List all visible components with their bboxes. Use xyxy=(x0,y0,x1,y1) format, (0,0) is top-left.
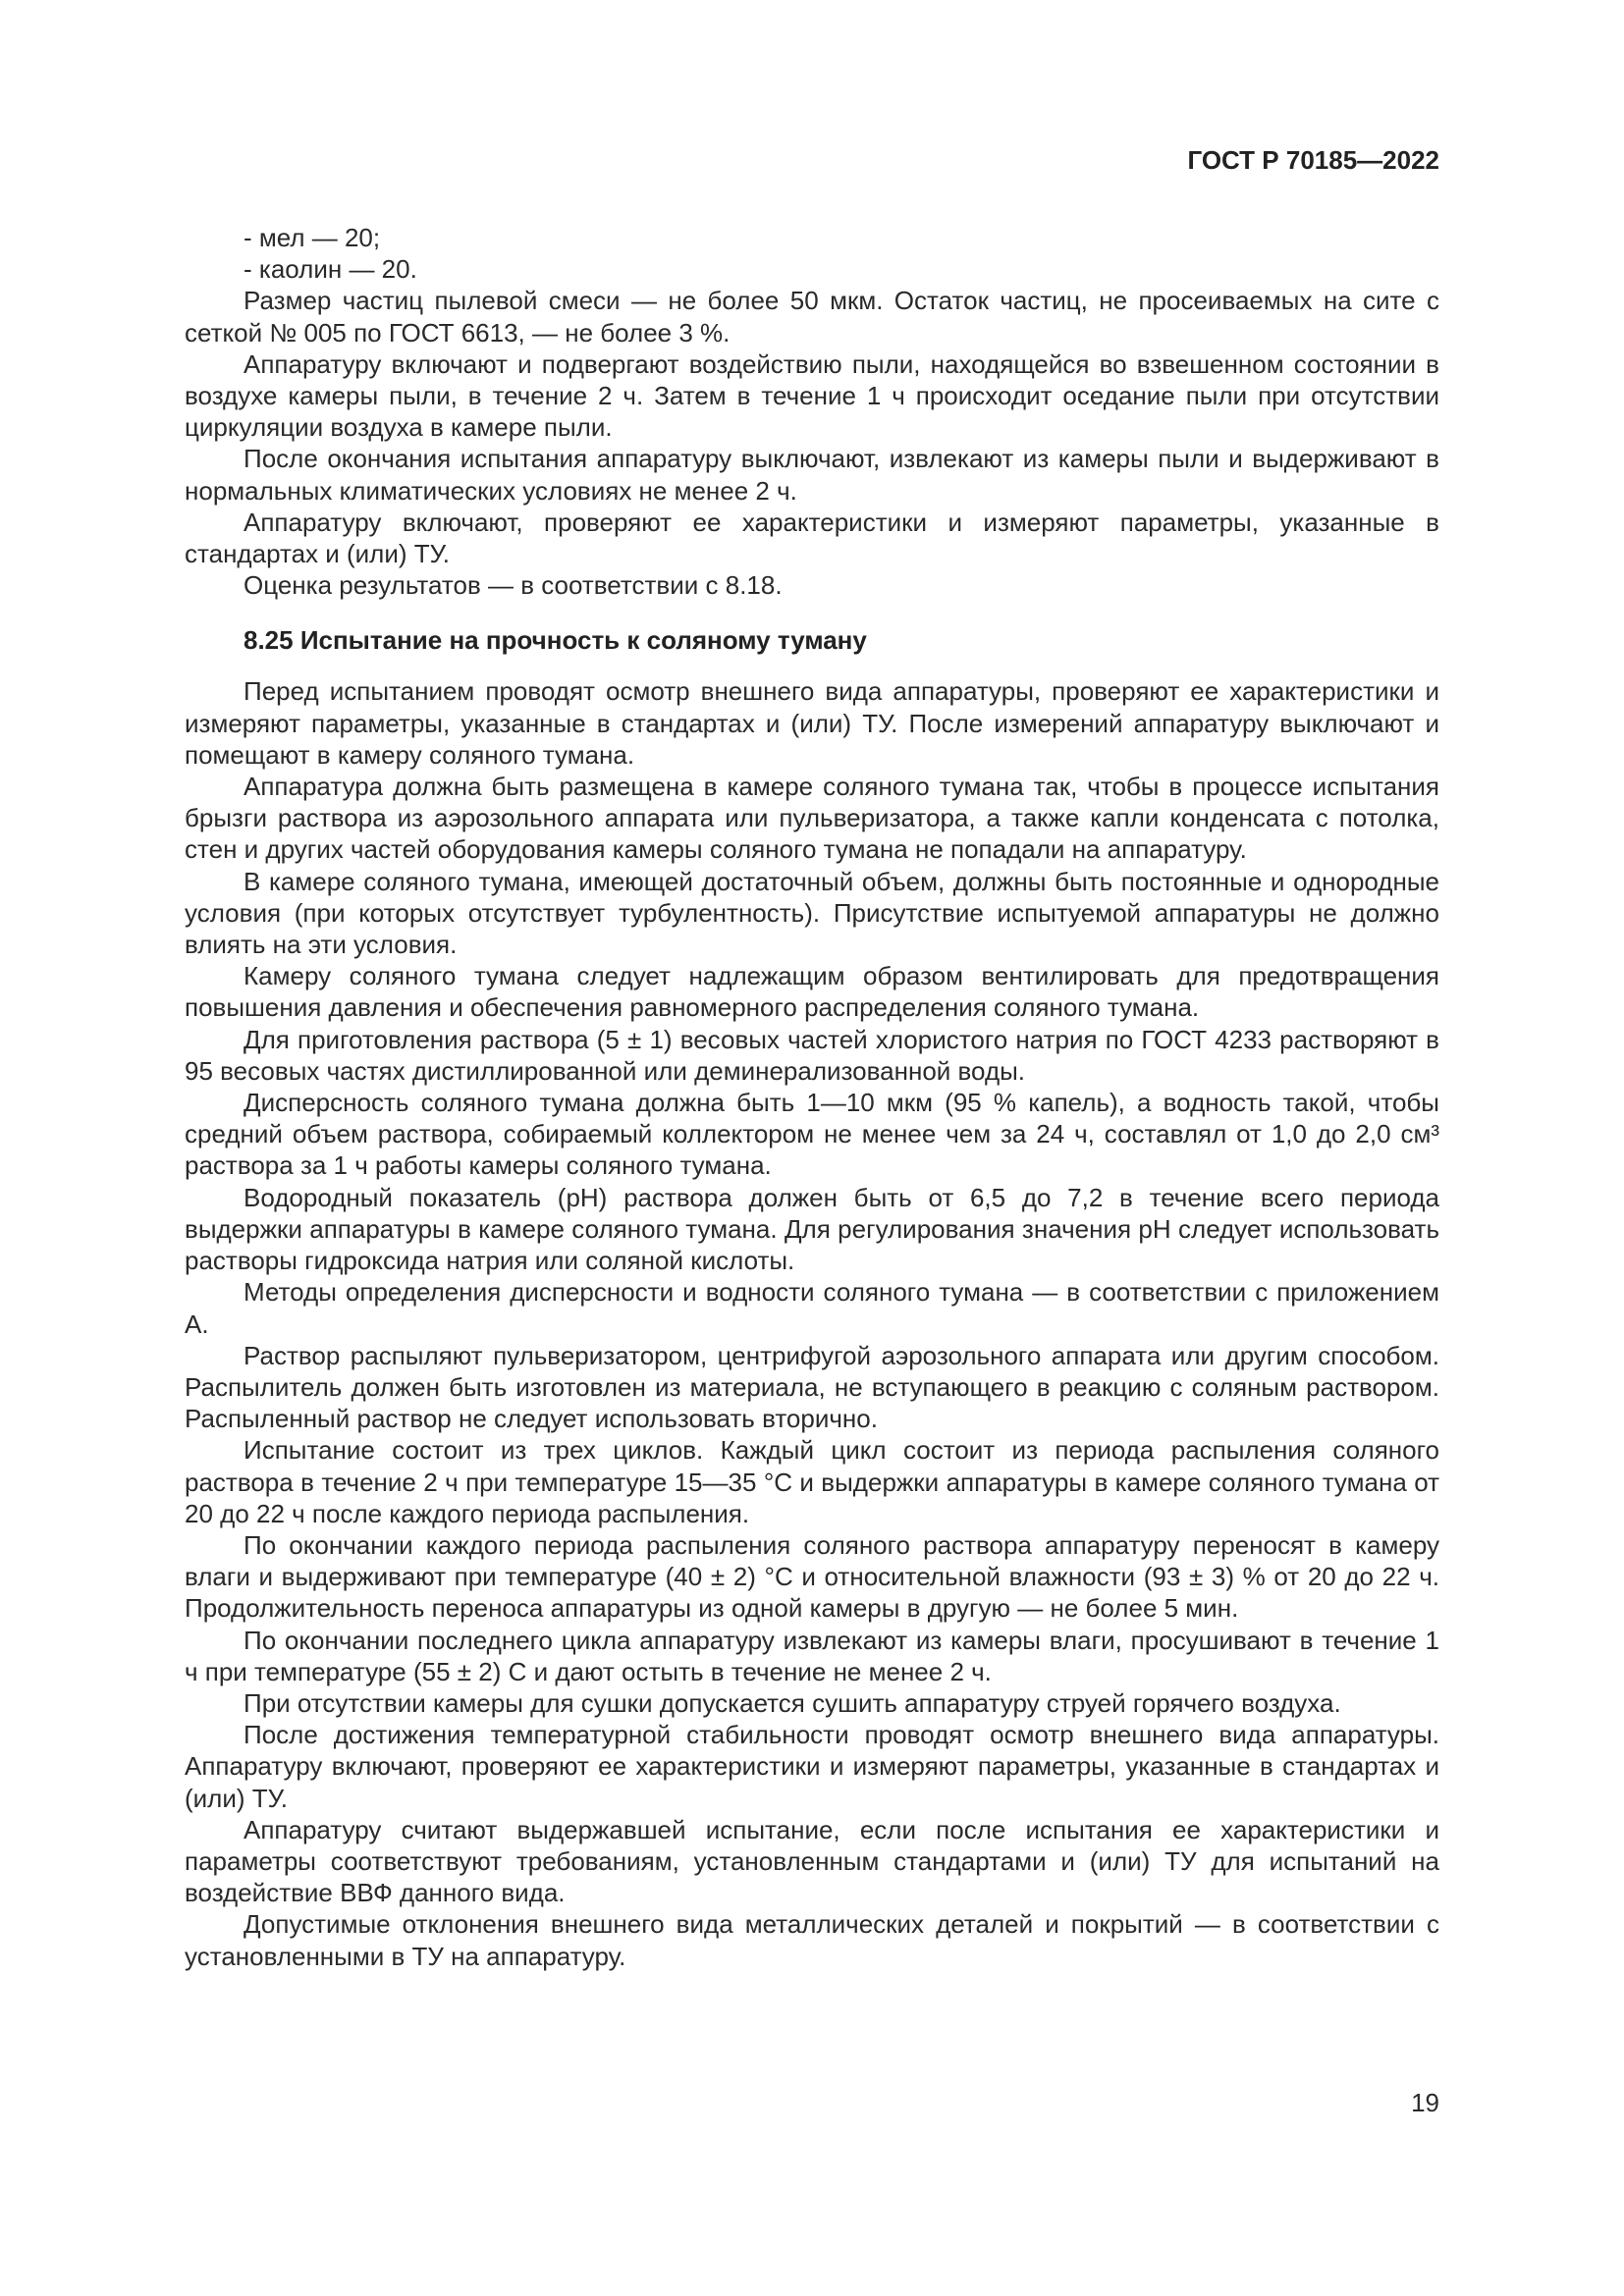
paragraph: Для приготовления раствора (5 ± 1) весовых частей хлористого натрия по ГОСТ 4233 растворяют в 95 весовых частях дистиллированной или деминерализованной воды. xyxy=(185,1024,1439,1086)
page-number: 19 xyxy=(1411,2088,1439,2117)
paragraph: Аппаратура должна быть размещена в камере соляного тумана так, чтобы в процессе испытания брызги раствора из аэрозольного аппарата или пульверизатора, а также капли конденсата с потолка, стен и других частей оборудования камеры соляного тумана не попадали на аппаратуру. xyxy=(185,772,1439,865)
list-item: - мел — 20; xyxy=(244,223,381,252)
paragraph: Аппаратуру считают выдержавшей испытание, если после испытания ее характеристики и параметры соответствуют требованиям, установленным стандартами и (или) ТУ для испытаний на воздействие ВВФ данного вида. xyxy=(185,1814,1439,1908)
paragraph: Оценка результатов — в соответствии с 8.18. xyxy=(244,570,783,601)
paragraph: При отсутствии камеры для сушки допускается сушить аппаратуру струей горячего воздуха. xyxy=(244,1687,1341,1718)
paragraph: По окончании каждого периода распыления соляного раствора аппаратуру переносят в камеру влаги и выдерживают при температуре (40 ± 2) °С и относительной влажности (93 ± 3) % от 20 до 22 ч. Продолжительность переноса аппаратуры из одной камеры в другую — не более 5 мин. xyxy=(185,1529,1439,1624)
paragraph: Методы определения дисперсности и водности соляного тумана — в соответствии с приложением А. xyxy=(185,1277,1439,1339)
paragraph: После окончания испытания аппаратуру выключают, извлекают из камеры пыли и выдерживают в нормальных климатических условиях не менее 2 ч. xyxy=(185,444,1439,506)
paragraph: Камеру соляного тумана следует надлежащим образом вентилировать для предотвращения повышения давления и обеспечения равномерного распределения соляного тумана. xyxy=(185,961,1439,1023)
paragraph: Аппаратуру включают и подвергают воздействию пыли, находящейся во взвешенном состоянии в воздухе камеры пыли, в течение 2 ч. Затем в течение 1 ч происходит оседание пыли при отсутствии циркуляции воздуха в камере пыли. xyxy=(185,348,1439,443)
document-id-header: ГОСТ Р 70185—2022 xyxy=(1187,145,1439,175)
paragraph: После достижения температурной стабильности проводят осмотр внешнего вида аппаратуры. Аппаратуру включают, проверяют ее характеристики и измеряют параметры, указанные в стандартах и (или) ТУ. xyxy=(185,1720,1439,1813)
paragraph: Перед испытанием проводят осмотр внешнего вида аппаратуры, проверяют ее характеристики и измеряют параметры, указанные в стандартах и (или) ТУ. После измерений аппаратуру выключают и помещают в камеру соляного тумана. xyxy=(185,676,1439,770)
section-heading: 8.25 Испытание на прочность к соляному туману xyxy=(244,625,867,656)
paragraph: Допустимые отклонения внешнего вида металлических деталей и покрытий — в соответствии с установленными в ТУ на аппаратуру. xyxy=(185,1909,1439,1971)
paragraph: Раствор распыляют пульверизатором, центрифугой аэрозольного аппарата или другим способом. Распылитель должен быть изготовлен из материала, не вступающего в реакцию с соляным раствором. Распыленный раствор не следует использовать вторично. xyxy=(185,1340,1439,1434)
document-body xyxy=(185,222,1439,1972)
paragraph: В камере соляного тумана, имеющей достаточный объем, должны быть постоянные и однородные условия (при которых отсутствует турбулентность). Присутствие испытуемой аппаратуры не должно влиять на эти условия. xyxy=(185,866,1439,960)
paragraph: Аппаратуру включают, проверяют ее характеристики и измеряют параметры, указанные в стандартах и (или) ТУ. xyxy=(185,507,1439,569)
paragraph: Размер частиц пылевой смеси — не более 50 мкм. Остаток частиц, не просеиваемых на сите с сеткой № 005 по ГОСТ 6613, — не более 3 %. xyxy=(185,286,1439,347)
paragraph: Водородный показатель (рН) раствора должен быть от 6,5 до 7,2 в течение всего периода выдержки аппаратуры в камере соляного тумана. Для регулирования значения рН следует использовать растворы гидроксида натрия или соляной кислоты. xyxy=(185,1182,1439,1276)
list-item: - каолин — 20. xyxy=(244,254,417,285)
paragraph: Испытание состоит из трех циклов. Каждый цикл состоит из периода распыления соляного раствора в течение 2 ч при температуре 15—35 °С и выдержки аппаратуры в камере соляного тумана от 20 до 22 ч после каждого периода распыления. xyxy=(185,1435,1439,1528)
paragraph: По окончании последнего цикла аппаратуру извлекают из камеры влаги, просушивают в течение 1 ч при температуре (55 ± 2) С и дают остыть в течение не менее 2 ч. xyxy=(185,1625,1439,1686)
paragraph: Дисперсность соляного тумана должна быть 1—10 мкм (95 % капель), а водность такой, чтобы средний объем раствора, собираемый коллектором не менее чем за 24 ч, составлял от 1,0 до 2,0 см³ раствора за 1 ч работы камеры соляного тумана. xyxy=(185,1088,1439,1181)
